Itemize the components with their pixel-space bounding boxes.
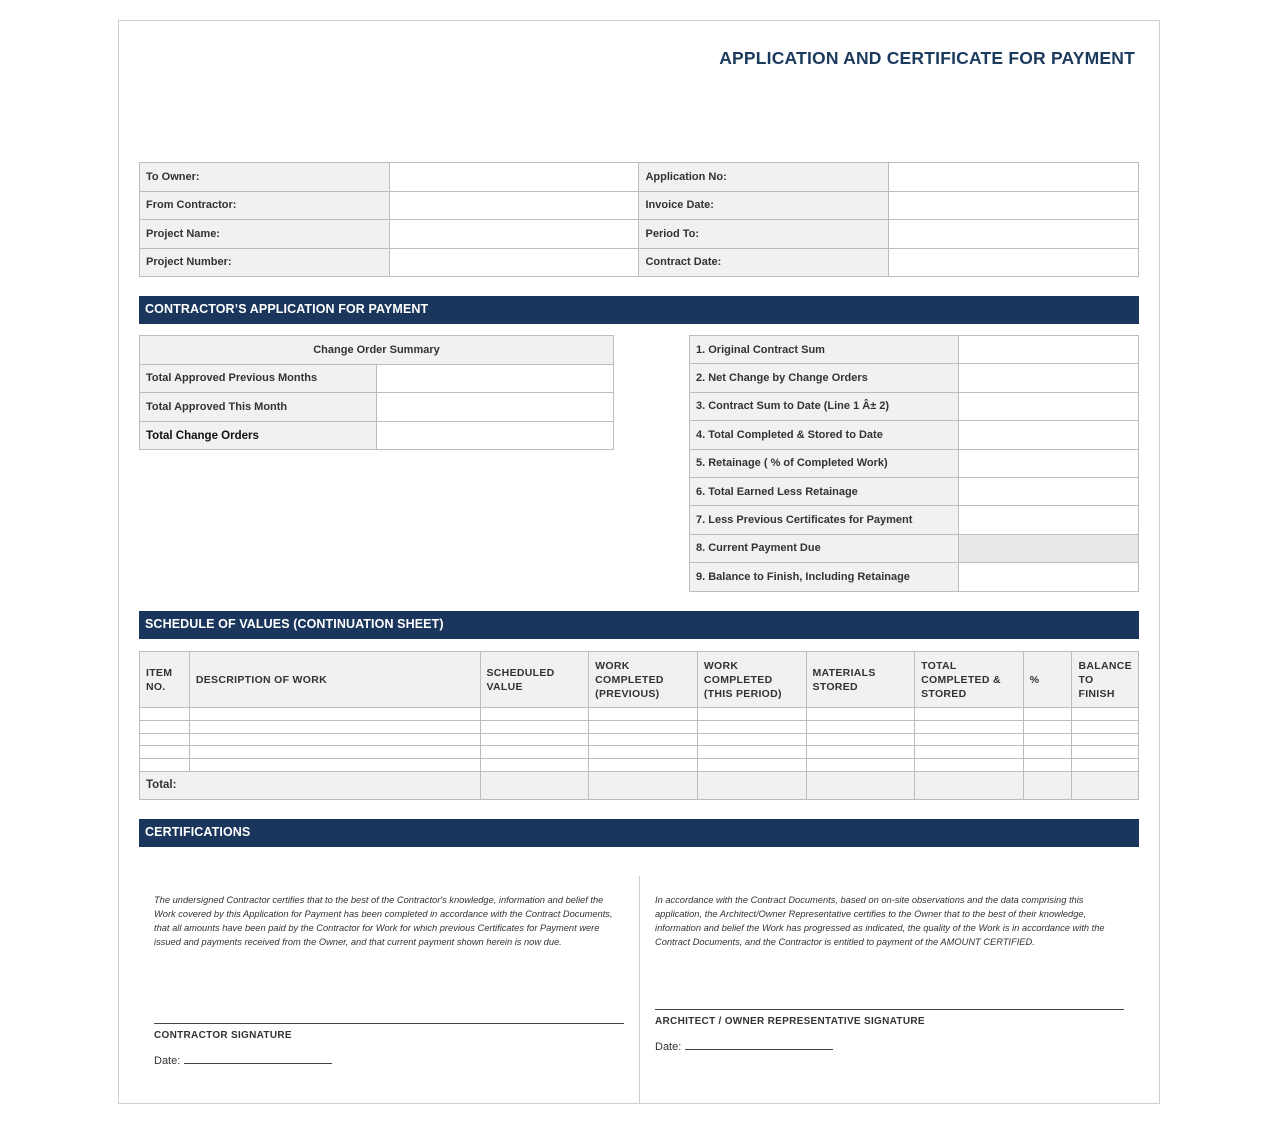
total-cell[interactable] xyxy=(915,771,1024,799)
column-header: % xyxy=(1023,652,1072,708)
contract-sum-to-date-field[interactable] xyxy=(959,392,1139,420)
total-cell[interactable] xyxy=(806,771,915,799)
change-order-summary-table xyxy=(139,335,614,450)
summary-label: 9. Balance to Finish, Including Retainage xyxy=(690,563,959,591)
total-cell[interactable] xyxy=(480,771,589,799)
contractor-date-line[interactable] xyxy=(184,1054,332,1064)
table-header-row xyxy=(140,652,1139,708)
summary-label: 4. Total Completed & Stored to Date xyxy=(690,421,959,449)
change-order-summary-heading: Change Order Summary xyxy=(140,336,614,365)
info-row xyxy=(140,191,1139,220)
contract-date-field[interactable] xyxy=(889,248,1139,277)
total-cell[interactable] xyxy=(589,771,698,799)
info-label: To Owner: xyxy=(140,163,390,192)
table-row[interactable] xyxy=(140,708,1139,721)
column-header: WORK COMPLETED (PREVIOUS) xyxy=(589,652,698,708)
date-label: Date: xyxy=(154,1055,181,1067)
total-cell[interactable] xyxy=(1072,771,1139,799)
form-page xyxy=(118,20,1160,1104)
contractor-certification-text: The undersigned Contractor certifies that to the best of the Contractor's knowledge, information and belief the Work covered by this Application for Payment has been completed in accordance with the Contract Documents, that all amounts have been paid by the Contractor for Work for which previous Certificates for Payment were issued and payments received from the Owner, and that current payment shown herein is now due. xyxy=(154,895,613,947)
column-header: ITEM NO. xyxy=(140,652,190,708)
original-contract-sum-field[interactable] xyxy=(959,336,1139,364)
certification-divider xyxy=(639,876,640,1104)
contractor-signature-line[interactable] xyxy=(154,1023,624,1024)
info-label: Project Number: xyxy=(140,248,390,277)
net-change-field[interactable] xyxy=(959,364,1139,392)
contractor-date-row xyxy=(154,1054,332,1067)
table-row[interactable] xyxy=(140,720,1139,733)
project-number-field[interactable] xyxy=(389,248,639,277)
summary-label: 2. Net Change by Change Orders xyxy=(690,364,959,392)
info-label: Project Name: xyxy=(140,220,390,249)
info-label: Invoice Date: xyxy=(639,191,889,220)
info-row xyxy=(140,220,1139,249)
page-title: APPLICATION AND CERTIFICATE FOR PAYMENT xyxy=(719,48,1135,68)
info-label: Application No: xyxy=(639,163,889,192)
to-owner-field[interactable] xyxy=(389,163,639,192)
table-row[interactable] xyxy=(140,733,1139,746)
architect-date-line[interactable] xyxy=(685,1040,833,1050)
info-label: Period To: xyxy=(639,220,889,249)
total-completed-stored-field[interactable] xyxy=(959,421,1139,449)
architect-date-row xyxy=(655,1040,833,1053)
schedule-of-values-header: SCHEDULE OF VALUES (CONTINUATION SHEET) xyxy=(139,611,1139,639)
retainage-field[interactable] xyxy=(959,449,1139,477)
total-cell[interactable] xyxy=(697,771,806,799)
column-header: MATERIALS STORED xyxy=(806,652,915,708)
total-change-orders-field[interactable] xyxy=(377,421,614,450)
date-label: Date: xyxy=(655,1041,682,1053)
contractor-application-header: CONTRACTOR’S APPLICATION FOR PAYMENT xyxy=(139,296,1139,324)
balance-to-finish-field[interactable] xyxy=(959,563,1139,591)
table-row[interactable] xyxy=(140,746,1139,759)
invoice-date-field[interactable] xyxy=(889,191,1139,220)
column-header: DESCRIPTION OF WORK xyxy=(189,652,480,708)
schedule-of-values-table xyxy=(139,651,1139,800)
column-header: WORK COMPLETED (THIS PERIOD) xyxy=(697,652,806,708)
period-to-field[interactable] xyxy=(889,220,1139,249)
column-header: BALANCE TO FINISH xyxy=(1072,652,1139,708)
info-label: From Contractor: xyxy=(140,191,390,220)
from-contractor-field[interactable] xyxy=(389,191,639,220)
total-cell[interactable] xyxy=(1023,771,1072,799)
certifications-header: CERTIFICATIONS xyxy=(139,819,1139,847)
project-name-field[interactable] xyxy=(389,220,639,249)
column-header: TOTAL COMPLETED & STORED xyxy=(915,652,1024,708)
summary-label: 5. Retainage ( % of Completed Work) xyxy=(690,449,959,477)
summary-label: 1. Original Contract Sum xyxy=(690,336,959,364)
total-row xyxy=(140,771,1139,799)
total-earned-less-retainage-field[interactable] xyxy=(959,477,1139,505)
architect-certification-text: In accordance with the Contract Documents, based on on-site observations and the data comprising this application, the Architect/Owner Representative certifies to the Owner that to the best of their knowledge, information and belief the Work has progressed as indicated, the quality of the Work is in accordance with the Contract Documents, and the Contractor is entitled to payment of the AMOUNT CERTIFIED. xyxy=(655,895,1105,947)
architect-signature-line[interactable] xyxy=(655,1009,1124,1010)
less-previous-certificates-field[interactable] xyxy=(959,506,1139,534)
info-row xyxy=(140,163,1139,192)
summary-label: 3. Contract Sum to Date (Line 1 Â± 2) xyxy=(690,392,959,420)
payment-summary-table xyxy=(689,335,1139,592)
contractor-signature-label: CONTRACTOR SIGNATURE xyxy=(154,1030,292,1041)
change-order-label: Total Approved Previous Months xyxy=(140,364,377,393)
application-no-field[interactable] xyxy=(889,163,1139,192)
info-row xyxy=(140,248,1139,277)
summary-label: 7. Less Previous Certificates for Payment xyxy=(690,506,959,534)
project-info-table xyxy=(139,162,1139,277)
summary-label: 6. Total Earned Less Retainage xyxy=(690,477,959,505)
column-header: SCHEDULED VALUE xyxy=(480,652,589,708)
approved-previous-months-field[interactable] xyxy=(377,364,614,393)
summary-label: 8. Current Payment Due xyxy=(690,534,959,562)
current-payment-due-field[interactable] xyxy=(959,534,1139,562)
change-order-label: Total Approved This Month xyxy=(140,393,377,422)
table-row[interactable] xyxy=(140,759,1139,772)
info-label: Contract Date: xyxy=(639,248,889,277)
change-order-label: Total Change Orders xyxy=(140,421,377,450)
total-label: Total: xyxy=(140,771,481,799)
architect-signature-label: ARCHITECT / OWNER REPRESENTATIVE SIGNATURE xyxy=(655,1016,925,1027)
approved-this-month-field[interactable] xyxy=(377,393,614,422)
